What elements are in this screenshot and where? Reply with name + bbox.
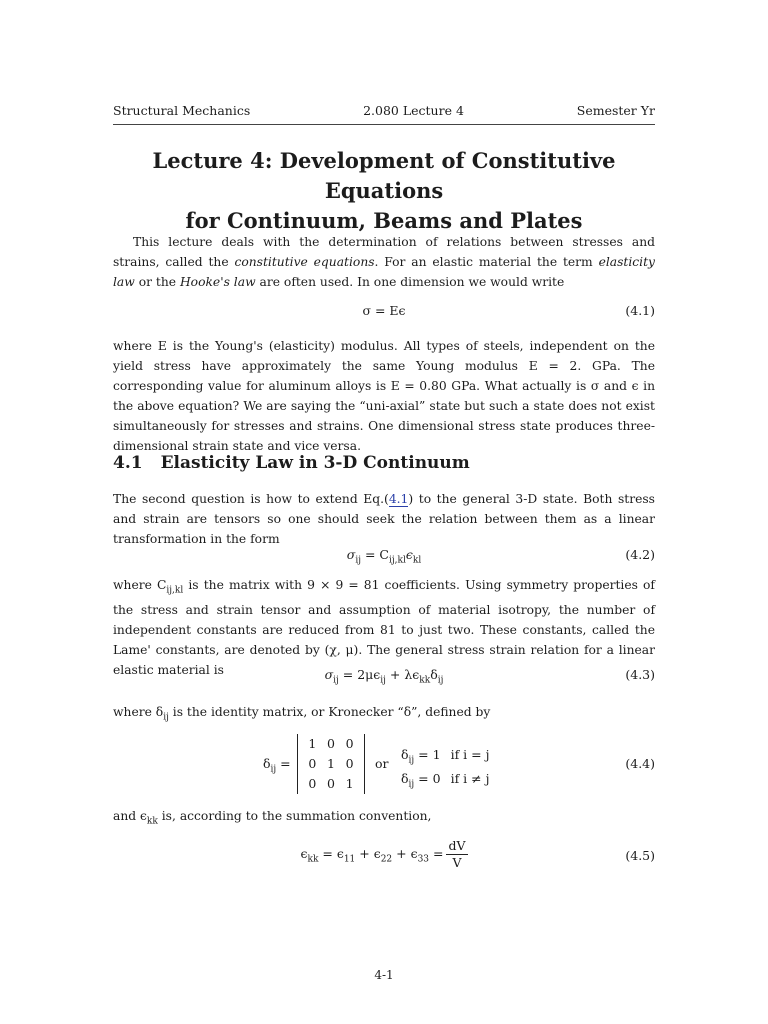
equation-expression: $\epsilon_{kk} = \epsilon_{11} + \epsilon_{22} + \epsilon_{33}$ = $\frac{dV}{V}$	[300, 838, 466, 870]
identity-matrix	[297, 734, 365, 794]
kronecker-lhs: $\delta_{ij}$ =	[263, 756, 291, 775]
volume-fraction: $\frac{dV}{V}$	[448, 838, 466, 870]
equation-4-4	[113, 734, 655, 796]
equation-4-2	[113, 545, 655, 569]
equation-4-5	[113, 838, 655, 874]
or-text: or	[375, 756, 389, 771]
equation-number: (4.4)	[625, 756, 655, 771]
equation-number: (4.2)	[625, 547, 655, 562]
section-number: 4.1	[113, 453, 143, 473]
matrix-row: 1 0 0	[308, 736, 354, 751]
equation-expression: $\sigma_{ij} = 2\mu\epsilon_{ij} + \lambda\epsilon_{kk}\delta_{ij}$	[324, 667, 444, 686]
equation-4-3	[113, 665, 655, 689]
equation-4-1	[113, 301, 655, 325]
case-equal: $\delta_{ij} = 1$ if i = j	[401, 747, 490, 766]
header-rule	[113, 124, 655, 125]
term-hookes-law: Hooke's law	[179, 275, 256, 289]
header-course: Structural Mechanics	[113, 102, 251, 118]
case-not-equal: $\delta_{ij} = 0$ if i ≠ j	[401, 770, 490, 789]
equation-number: (4.5)	[625, 848, 655, 863]
term-elasticity-law: elasticity law	[113, 255, 655, 289]
lame-constants-paragraph: where $C_{ij,kl}$ is the matrix with 9 × 9 = 81 coefficients. Using symmetry properties of the stress and strain tensor and assumption of material isotropy, the number of independent constants are reduced from 81 to just two. These constants, called the Lame' constants, are denoted by (χ, μ). The general stress strain relation for a linear elastic material is	[113, 578, 655, 678]
section-heading	[113, 453, 655, 473]
page-title	[113, 146, 655, 236]
equation-reference-link[interactable]: 4.1	[388, 492, 409, 506]
equation-expression: $\sigma_{ij} = C_{ij,kl}\epsilon_{kl}$	[346, 547, 422, 566]
running-header	[113, 102, 655, 118]
equation-number: (4.1)	[625, 303, 655, 318]
kronecker-paragraph: where $\delta_{ij}$ is the identity matrix, or Kronecker “δ”, defined by	[113, 705, 491, 723]
header-semester: Semester Yr	[576, 102, 655, 118]
tensor-paragraph: The second question is how to extend Eq.(4.1) to the general 3-D state. Both stress and strain are tensors so one should seek the relation between them as a linear transformation in the form	[113, 492, 655, 546]
header-lecture: 2.080 Lecture 4	[363, 102, 464, 118]
youngs-modulus-paragraph: where E is the Young's (elasticity) modulus. All types of steels, independent on the yield stress have approximately the same Young modulus E = 2. GPa. The corresponding value for aluminum alloys is E = 0.80 GPa. What actually is σ and ϵ in the above equation? We are saying the “uni-axial” state but such a state does not exist simultaneously for stresses and strains. One dimensional stress state produces three-dimensional strain state and vice versa.	[113, 339, 655, 453]
page-number: 4-1	[374, 968, 394, 982]
equation-number: (4.3)	[625, 667, 655, 682]
equation-expression: σ = Eϵ	[362, 303, 406, 318]
kronecker-cases	[401, 746, 489, 793]
title-line-2: for Continuum, Beams and Plates	[185, 208, 583, 233]
matrix-row: 0 1 0	[308, 756, 354, 771]
term-constitutive-equations: constitutive equations	[234, 255, 375, 269]
summation-paragraph: and $\epsilon_{kk}$ is, according to the summation convention,	[113, 809, 432, 827]
title-line-1: Lecture 4: Development of Constitutive Equations	[152, 148, 616, 203]
section-title: Elasticity Law in 3-D Continuum	[160, 453, 470, 473]
intro-paragraph: This lecture deals with the determination of relations between stresses and strains, called the constitutive equations. For an elastic material the term elasticity law or the Hooke's law are often used. In one dimension we would write	[113, 235, 655, 289]
matrix-row: 0 0 1	[308, 776, 354, 791]
